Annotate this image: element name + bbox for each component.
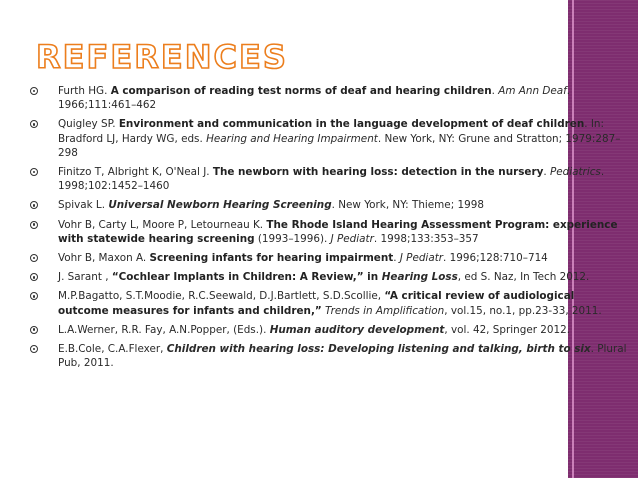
ref-authors: Vohr B, Maxon A. (58, 252, 150, 265)
ref-sep: . In: Bradford LJ, Hardy WG, eds. (58, 118, 604, 145)
ref-details: , ed S. Naz, In Tech 2012. (457, 271, 590, 284)
bullet-icon (30, 221, 38, 229)
ref-details: . 1996;128:710–714 (443, 252, 548, 265)
reference-item (28, 198, 628, 212)
bullet-icon (30, 345, 38, 353)
bullet-icon (30, 168, 38, 176)
ref-authors: L.A.Werner, R.R. Fay, A.N.Popper, (Eds.). (58, 323, 270, 336)
ref-journal: Trends in Amplification (325, 304, 445, 317)
ref-details: . 1966;111:461–462 (58, 85, 571, 112)
ref-journal: J Pediatr (399, 252, 444, 265)
reference-item (28, 323, 628, 337)
reference-item (28, 117, 628, 160)
ref-authors: E.B.Cole, C.A.Flexer, (58, 343, 167, 356)
reference-item (28, 218, 628, 246)
ref-sep: . (393, 252, 400, 265)
ref-title: The Rhode Island Hearing Assessment Program: experience with statewide hearing screening (58, 218, 618, 245)
ref-authors: Furth HG. (58, 85, 111, 97)
reference-item (28, 165, 628, 193)
bullet-icon (30, 254, 38, 262)
bullet-icon (30, 273, 38, 281)
ref-sep: . (491, 85, 499, 97)
reference-list (28, 84, 628, 375)
ref-details: . 1998;133:353–357 (373, 232, 479, 245)
ref-title: Screening infants for hearing impairment (149, 252, 394, 265)
bullet-icon (30, 292, 38, 300)
ref-journal: Pediatrics (549, 166, 601, 179)
reference-item (28, 84, 628, 112)
ref-authors: J. Sarant , (58, 271, 112, 284)
ref-authors: Vohr B, Carty L, Moore P, Letourneau K. (58, 218, 267, 231)
ref-title: Environment and communication in the language development of deaf children (118, 118, 585, 131)
ref-title: Human auditory development (269, 323, 445, 336)
bullet-icon (30, 87, 38, 95)
ref-journal: Hearing and Hearing Impairment (206, 132, 378, 145)
bullet-icon (30, 326, 38, 334)
bullet-icon (30, 201, 38, 209)
bullet-icon (30, 120, 38, 128)
reference-item (28, 251, 628, 265)
ref-details: . 1998;102:1452–1460 (58, 166, 605, 193)
ref-title: A comparison of reading test norms of deaf and hearing children (110, 85, 492, 97)
ref-details: , vol.15, no.1, pp.23-33, 2011. (444, 304, 602, 317)
ref-authors: Finitzo T, Albright K, O'Neal J. (58, 166, 213, 179)
ref-sep: . (543, 166, 550, 179)
ref-journal: Am Ann Deaf (498, 85, 567, 97)
ref-details: . Plural Pub, 2011. (58, 343, 627, 370)
reference-item (28, 289, 628, 317)
ref-authors: M.P.Bagatto, S.T.Moodie, R.C.Seewald, D.J.Bartlett, S.D.Scollie, (58, 290, 385, 303)
reference-item (28, 270, 628, 284)
ref-title: Universal Newborn Hearing Screening (108, 199, 332, 212)
ref-book: Hearing Loss (381, 271, 458, 284)
ref-title: “Cochlear Implants in Children: A Review,” in (111, 271, 382, 284)
ref-authors: Quigley SP. (58, 118, 119, 131)
ref-details: . New York, NY: Grune and Stratton; 1979:287–298 (58, 132, 621, 159)
ref-title: “A critical review of audiological outcome measures for infants and children,” (58, 290, 575, 317)
ref-details: , vol. 42, Springer 2012. (444, 323, 571, 336)
ref-title: Children with hearing loss: Developing listening and talking, birth to six (166, 343, 591, 356)
ref-details: . New York, NY: Thieme; 1998 (331, 199, 484, 212)
page-title: REFERENCES (36, 38, 288, 76)
ref-journal: J Pediatr (330, 232, 374, 245)
ref-sep: (1993–1996). (254, 232, 331, 245)
ref-authors: Spivak L. (58, 199, 109, 212)
ref-title: The newborn with hearing loss: detection in the nursery (212, 166, 544, 179)
reference-item (28, 342, 628, 370)
